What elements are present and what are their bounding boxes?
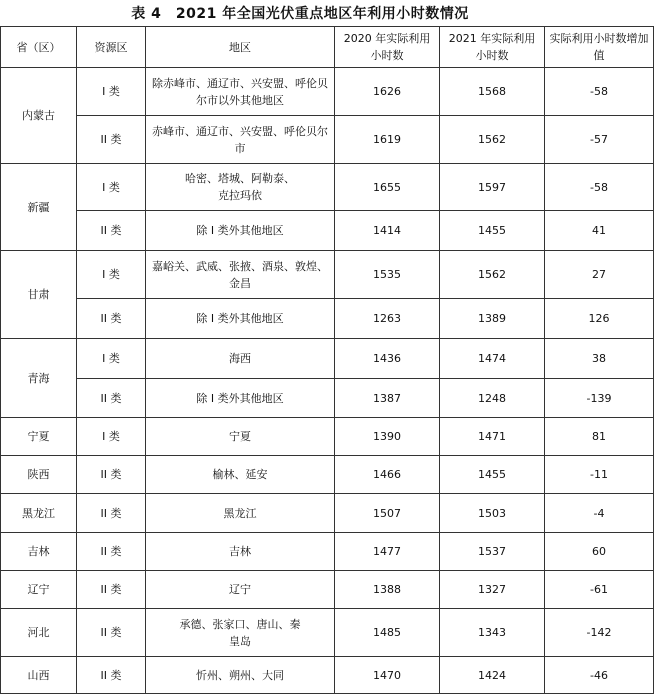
hours-2021-cell: 1389 xyxy=(440,299,545,339)
delta-cell: -139 xyxy=(545,379,654,418)
hours-2020-cell: 1390 xyxy=(335,418,440,456)
header-hours-2021: 2021 年实际利用小时数 xyxy=(440,27,545,68)
province-cell: 陕西 xyxy=(1,456,77,494)
delta-cell: -142 xyxy=(545,609,654,657)
hours-2020-cell: 1466 xyxy=(335,456,440,494)
hours-2021-cell: 1327 xyxy=(440,571,545,609)
hours-2021-cell: 1562 xyxy=(440,251,545,299)
table-title: 表 4 2021 年全国光伏重点地区年利用小时数情况 xyxy=(131,6,469,22)
header-hours-delta: 实际利用小时数增加值 xyxy=(545,27,654,68)
zone-cell: II 类 xyxy=(77,456,146,494)
hours-2021-cell: 1562 xyxy=(440,116,545,164)
area-cell: 榆林、延安 xyxy=(146,456,335,494)
delta-cell: -46 xyxy=(545,657,654,694)
zone-cell: II 类 xyxy=(77,379,146,418)
delta-cell: 27 xyxy=(545,251,654,299)
zone-cell: II 类 xyxy=(77,116,146,164)
area-cell: 哈密、塔城、阿勒泰、克拉玛依 xyxy=(146,164,335,211)
table-row xyxy=(1,571,654,609)
table-row xyxy=(1,299,654,339)
province-cell: 新疆 xyxy=(1,164,77,251)
zone-cell: I 类 xyxy=(77,251,146,299)
delta-cell: -58 xyxy=(545,164,654,211)
hours-2020-cell: 1626 xyxy=(335,68,440,116)
delta-cell: 41 xyxy=(545,211,654,251)
province-cell: 吉林 xyxy=(1,533,77,571)
zone-cell: II 类 xyxy=(77,299,146,339)
table-row xyxy=(1,533,654,571)
hours-2021-cell: 1455 xyxy=(440,211,545,251)
hours-2020-cell: 1263 xyxy=(335,299,440,339)
zone-cell: I 类 xyxy=(77,339,146,379)
delta-cell: 126 xyxy=(545,299,654,339)
zone-cell: II 类 xyxy=(77,571,146,609)
hours-2020-cell: 1477 xyxy=(335,533,440,571)
hours-2020-cell: 1655 xyxy=(335,164,440,211)
table-row xyxy=(1,609,654,657)
area-cell: 宁夏 xyxy=(146,418,335,456)
table-row xyxy=(1,251,654,299)
delta-cell: -4 xyxy=(545,494,654,533)
header-province: 省（区） xyxy=(1,27,77,68)
delta-cell: 60 xyxy=(545,533,654,571)
table-row xyxy=(1,494,654,533)
zone-cell: II 类 xyxy=(77,533,146,571)
area-cell: 忻州、朔州、大同 xyxy=(146,657,335,694)
delta-cell: -58 xyxy=(545,68,654,116)
table-row xyxy=(1,418,654,456)
area-cell: 辽宁 xyxy=(146,571,335,609)
province-cell: 河北 xyxy=(1,609,77,657)
hours-2020-cell: 1414 xyxy=(335,211,440,251)
hours-2020-cell: 1535 xyxy=(335,251,440,299)
zone-cell: II 类 xyxy=(77,609,146,657)
area-cell: 嘉峪关、武威、张掖、酒泉、敦煌、金昌 xyxy=(146,251,335,299)
province-cell: 黑龙江 xyxy=(1,494,77,533)
table-row xyxy=(1,211,654,251)
zone-cell: I 类 xyxy=(77,418,146,456)
table-row xyxy=(1,657,654,694)
table-row xyxy=(1,164,654,211)
hours-2021-cell: 1503 xyxy=(440,494,545,533)
hours-2020-cell: 1470 xyxy=(335,657,440,694)
area-cell: 承德、张家口、唐山、秦皇岛 xyxy=(146,609,335,657)
area-cell: 除赤峰市、通辽市、兴安盟、呼伦贝尔市以外其他地区 xyxy=(146,68,335,116)
area-cell: 除 I 类外其他地区 xyxy=(146,299,335,339)
header-area: 地区 xyxy=(146,27,335,68)
zone-cell: II 类 xyxy=(77,494,146,533)
area-cell: 黑龙江 xyxy=(146,494,335,533)
table-row xyxy=(1,116,654,164)
table-header-row xyxy=(1,27,654,68)
zone-cell: II 类 xyxy=(77,657,146,694)
utilization-hours-table xyxy=(0,26,654,694)
hours-2020-cell: 1387 xyxy=(335,379,440,418)
area-cell: 赤峰市、通辽市、兴安盟、呼伦贝尔市 xyxy=(146,116,335,164)
delta-cell: -61 xyxy=(545,571,654,609)
header-hours-2020: 2020 年实际利用小时数 xyxy=(335,27,440,68)
delta-cell: -57 xyxy=(545,116,654,164)
table-row xyxy=(1,68,654,116)
header-resource-zone: 资源区 xyxy=(77,27,146,68)
delta-cell: 81 xyxy=(545,418,654,456)
table-row xyxy=(1,456,654,494)
zone-cell: II 类 xyxy=(77,211,146,251)
province-cell: 甘肃 xyxy=(1,251,77,339)
hours-2020-cell: 1436 xyxy=(335,339,440,379)
hours-2021-cell: 1424 xyxy=(440,657,545,694)
hours-2020-cell: 1388 xyxy=(335,571,440,609)
area-cell: 除 I 类外其他地区 xyxy=(146,379,335,418)
hours-2021-cell: 1471 xyxy=(440,418,545,456)
delta-cell: 38 xyxy=(545,339,654,379)
area-cell: 除 I 类外其他地区 xyxy=(146,211,335,251)
delta-cell: -11 xyxy=(545,456,654,494)
hours-2021-cell: 1597 xyxy=(440,164,545,211)
hours-2021-cell: 1568 xyxy=(440,68,545,116)
zone-cell: I 类 xyxy=(77,68,146,116)
province-cell: 宁夏 xyxy=(1,418,77,456)
hours-2020-cell: 1619 xyxy=(335,116,440,164)
province-cell: 青海 xyxy=(1,339,77,418)
province-cell: 辽宁 xyxy=(1,571,77,609)
hours-2020-cell: 1485 xyxy=(335,609,440,657)
table-row xyxy=(1,379,654,418)
province-cell: 山西 xyxy=(1,657,77,694)
area-cell: 海西 xyxy=(146,339,335,379)
hours-2021-cell: 1474 xyxy=(440,339,545,379)
table-row xyxy=(1,339,654,379)
area-cell: 吉林 xyxy=(146,533,335,571)
hours-2020-cell: 1507 xyxy=(335,494,440,533)
zone-cell: I 类 xyxy=(77,164,146,211)
hours-2021-cell: 1537 xyxy=(440,533,545,571)
hours-2021-cell: 1248 xyxy=(440,379,545,418)
province-cell: 内蒙古 xyxy=(1,68,77,164)
hours-2021-cell: 1455 xyxy=(440,456,545,494)
hours-2021-cell: 1343 xyxy=(440,609,545,657)
